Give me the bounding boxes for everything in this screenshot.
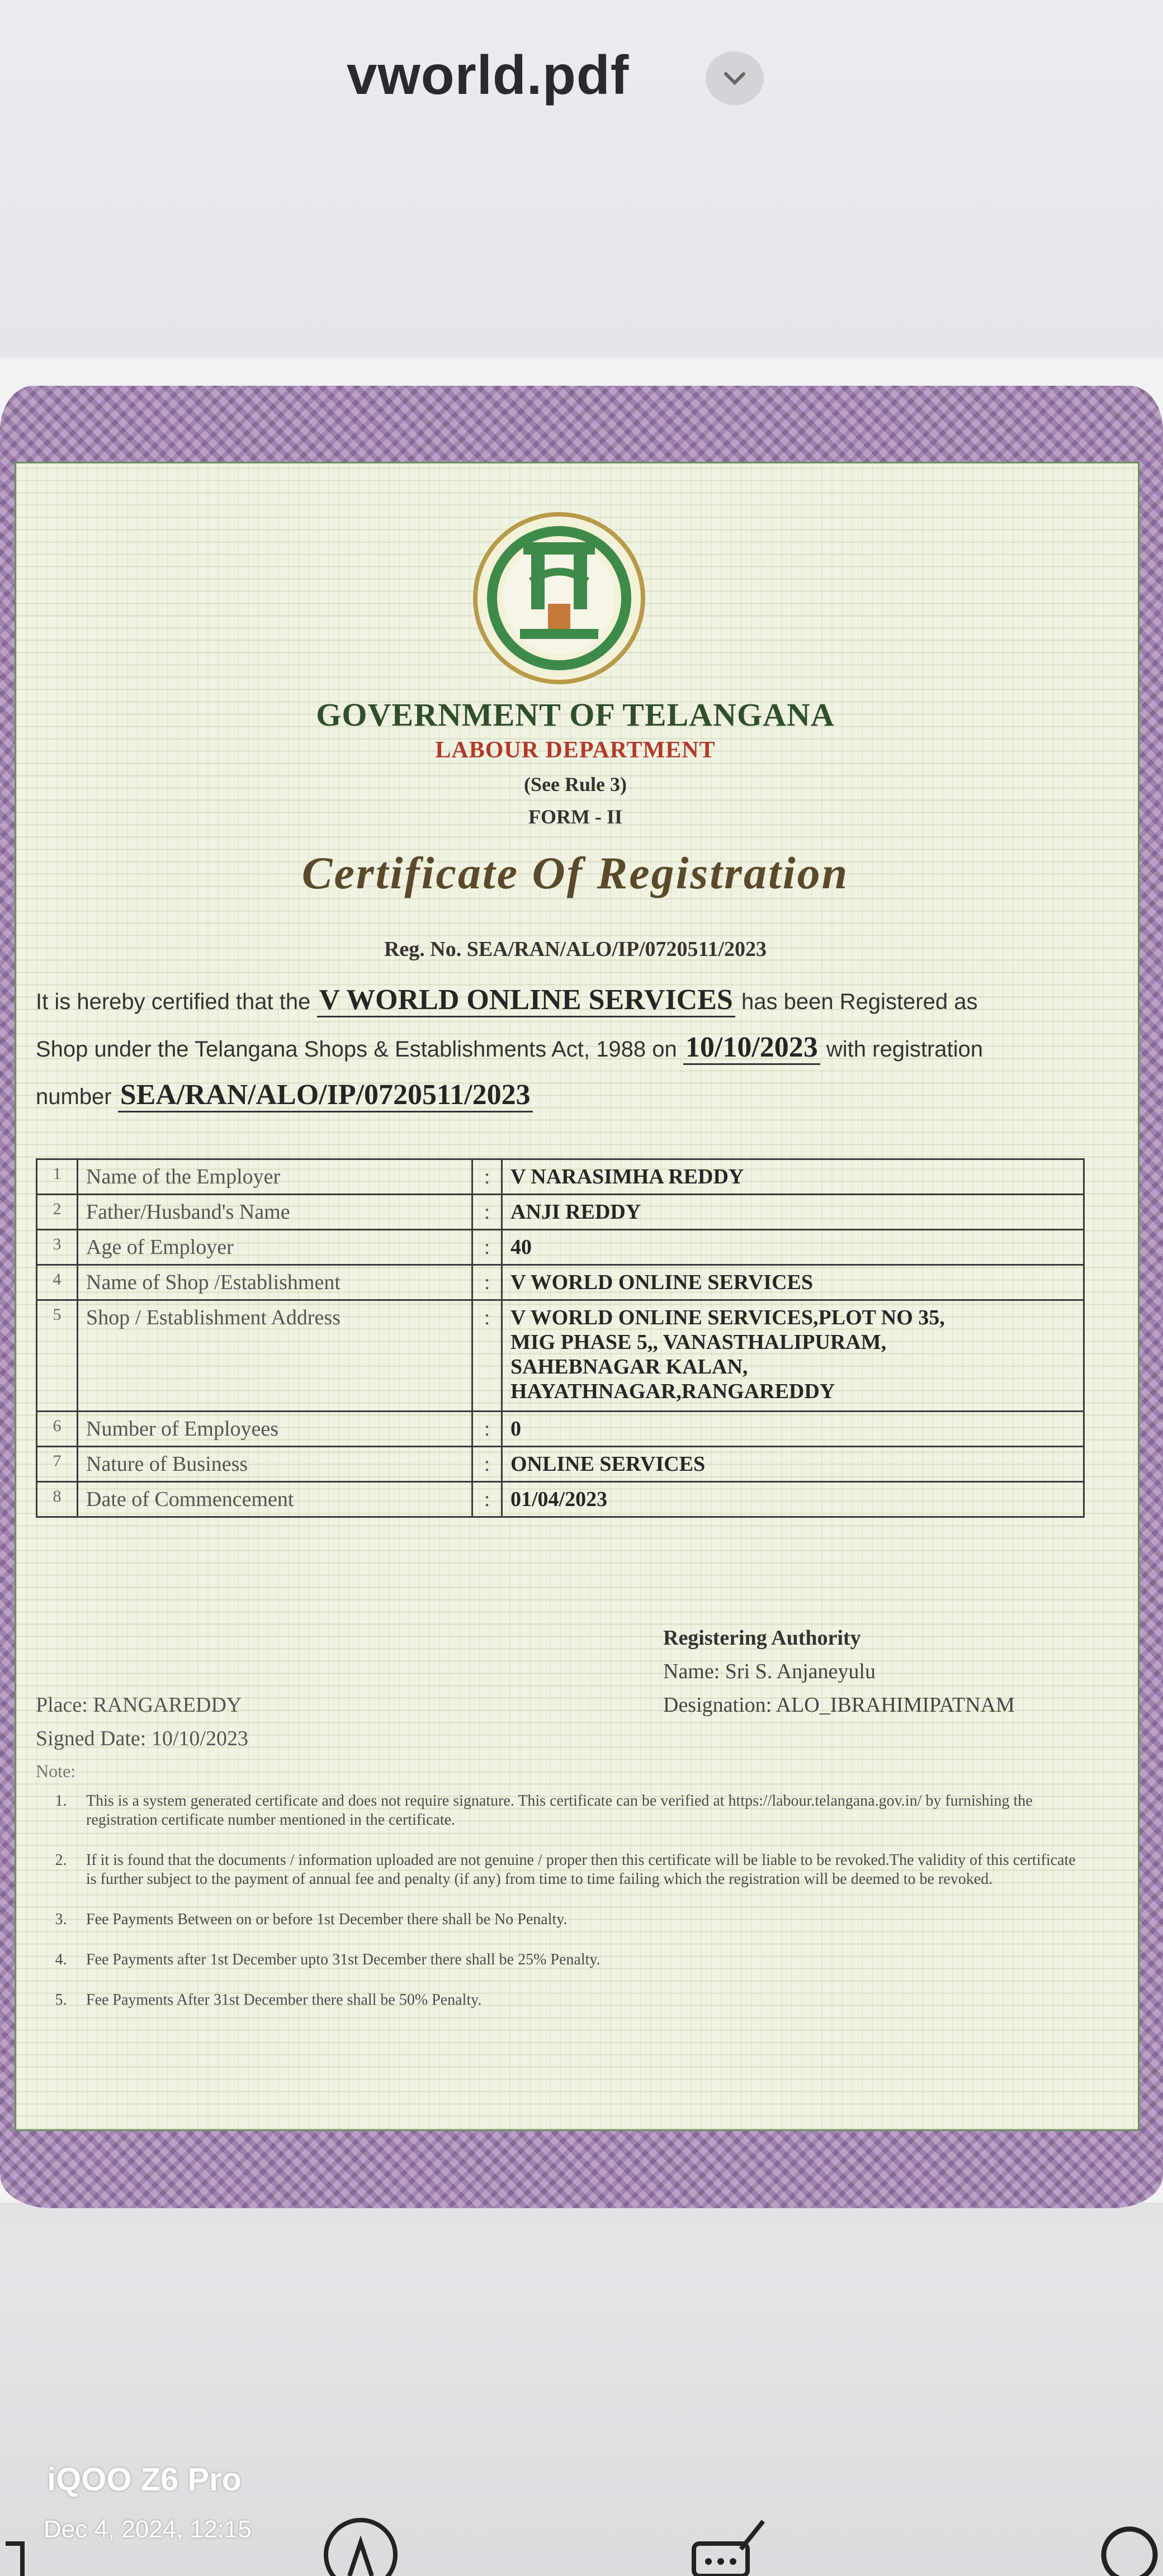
para-text: number — [36, 1085, 112, 1109]
note-text: Fee Payments After 31st December there shall be 50% Penalty. — [86, 1991, 482, 2009]
row-label: Name of Shop /Establishment — [78, 1265, 472, 1300]
para-text: with registration — [826, 1037, 984, 1062]
details-table — [36, 1158, 1085, 1518]
row-value: ANJI REDDY — [502, 1195, 1084, 1230]
annotate-icon[interactable] — [322, 2510, 400, 2576]
viewer-header — [0, 0, 1163, 358]
row-colon: : — [472, 1265, 502, 1300]
camera-watermark-timestamp: Dec 4, 2024, 12:15 — [44, 2516, 252, 2543]
row-number: 1 — [37, 1159, 78, 1195]
note-heading: Note: — [36, 1761, 76, 1781]
note-number: 3. — [55, 1911, 67, 1928]
note-text: Fee Payments Between on or before 1st December there shall be No Penalty. — [86, 1911, 568, 1928]
row-colon: : — [472, 1230, 502, 1265]
notes-list — [36, 1792, 1087, 2031]
note-number: 5. — [55, 1991, 67, 2009]
note-number: 2. — [55, 1852, 67, 1869]
row-value: 0 — [502, 1412, 1084, 1447]
row-value: V WORLD ONLINE SERVICES — [502, 1265, 1084, 1300]
address-line: V WORLD ONLINE SERVICES,PLOT NO 35, — [510, 1306, 945, 1329]
row-number: 2 — [37, 1195, 78, 1230]
table-row — [37, 1447, 1084, 1482]
authority-name: Name: Sri S. Anjaneyulu — [663, 1660, 876, 1683]
row-label: Date of Commencement — [78, 1482, 472, 1517]
row-value: 40 — [502, 1230, 1084, 1265]
note-number: 1. — [55, 1792, 67, 1810]
registration-number: SEA/RAN/ALO/IP/0720511/2023 — [118, 1079, 533, 1112]
row-label: Shop / Establishment Address — [78, 1300, 472, 1412]
share-icon[interactable] — [0, 2510, 78, 2576]
row-number: 6 — [37, 1412, 78, 1447]
row-number: 8 — [37, 1482, 78, 1517]
row-label: Nature of Business — [78, 1447, 472, 1482]
certification-paragraph — [36, 977, 1098, 1120]
address-line: MIG PHASE 5,, VANASTHALIPURAM, — [510, 1330, 887, 1354]
note-item — [36, 1991, 1087, 2010]
chevron-down-icon[interactable] — [706, 51, 764, 105]
government-heading: GOVERNMENT OF TELANGANA — [316, 697, 835, 733]
row-label: Number of Employees — [78, 1412, 472, 1447]
row-number: 7 — [37, 1447, 78, 1482]
address-line: HAYATHNAGAR,RANGAREDDY — [510, 1380, 835, 1403]
note-text: Fee Payments after 1st December upto 31st December there shall be 25% Penalty. — [86, 1951, 601, 1968]
rule-text: (See Rule 3) — [524, 773, 627, 795]
row-colon: : — [472, 1447, 502, 1482]
row-value-address — [502, 1300, 1084, 1412]
table-row — [37, 1159, 1084, 1195]
sign-icon[interactable] — [691, 2510, 769, 2576]
row-label: Father/Husband's Name — [78, 1195, 472, 1230]
row-number: 3 — [37, 1230, 78, 1265]
telangana-emblem-icon — [470, 509, 649, 688]
table-row — [37, 1482, 1084, 1517]
table-row — [37, 1265, 1084, 1300]
camera-watermark-brand: iQOO Z6 Pro — [47, 2461, 242, 2498]
place-text: Place: RANGAREDDY — [36, 1693, 242, 1717]
file-title[interactable]: vworld.pdf — [347, 44, 630, 106]
department-heading: LABOUR DEPARTMENT — [435, 737, 716, 763]
table-row — [37, 1412, 1084, 1447]
table-row — [37, 1230, 1084, 1265]
table-row — [37, 1300, 1084, 1412]
table-row — [37, 1195, 1084, 1230]
para-text: It is hereby certified that the — [36, 989, 311, 1014]
row-colon: : — [472, 1412, 502, 1447]
certificate-title: Certificate Of Registration — [301, 847, 849, 898]
note-text: This is a system generated certificate and does not require signature. This certificate can be verified at https://labour.telangana.gov.in/ by furnishing the registration certificate number mentioned in the certificate. — [86, 1792, 1033, 1829]
note-text: If it is found that the documents / information uploaded are not genuine / proper then this certificate will be liable to be revoked.The validity of this certificate is further subject to the payment of annual fee and penalty (if any) from time to time failing which the registration will be deemed to be revoked. — [86, 1852, 1076, 1888]
note-item — [36, 1851, 1087, 1889]
row-colon: : — [472, 1482, 502, 1517]
row-colon: : — [472, 1159, 502, 1195]
note-number: 4. — [55, 1951, 67, 1968]
registration-date: 10/10/2023 — [683, 1031, 820, 1065]
note-item — [36, 1910, 1087, 1929]
para-text: Shop under the Telangana Shops & Establishments Act, 1988 on — [36, 1037, 677, 1062]
signed-date: Signed Date: 10/10/2023 — [36, 1727, 248, 1750]
shop-name: V WORLD ONLINE SERVICES — [317, 984, 735, 1017]
note-item — [36, 1950, 1087, 1969]
authority-heading: Registering Authority — [663, 1626, 861, 1650]
row-label: Name of the Employer — [78, 1159, 472, 1195]
form-text: FORM - II — [528, 806, 622, 828]
row-value: V NARASIMHA REDDY — [502, 1159, 1084, 1195]
para-text: has been Registered as — [741, 989, 978, 1014]
registration-number-heading: Reg. No. SEA/RAN/ALO/IP/0720511/2023 — [384, 937, 767, 961]
address-line: SAHEBNAGAR KALAN, — [510, 1355, 748, 1379]
place-and-date — [36, 1688, 248, 1755]
search-icon[interactable] — [1090, 2510, 1163, 2576]
row-colon: : — [472, 1300, 502, 1412]
row-number: 5 — [37, 1300, 78, 1412]
row-value: ONLINE SERVICES — [502, 1447, 1084, 1482]
row-colon: : — [472, 1195, 502, 1230]
registering-authority — [663, 1621, 1015, 1722]
row-value: 01/04/2023 — [502, 1482, 1084, 1517]
authority-designation: Designation: ALO_IBRAHIMIPATNAM — [663, 1693, 1015, 1717]
row-label: Age of Employer — [78, 1230, 472, 1265]
note-item — [36, 1792, 1087, 1830]
row-number: 4 — [37, 1265, 78, 1300]
